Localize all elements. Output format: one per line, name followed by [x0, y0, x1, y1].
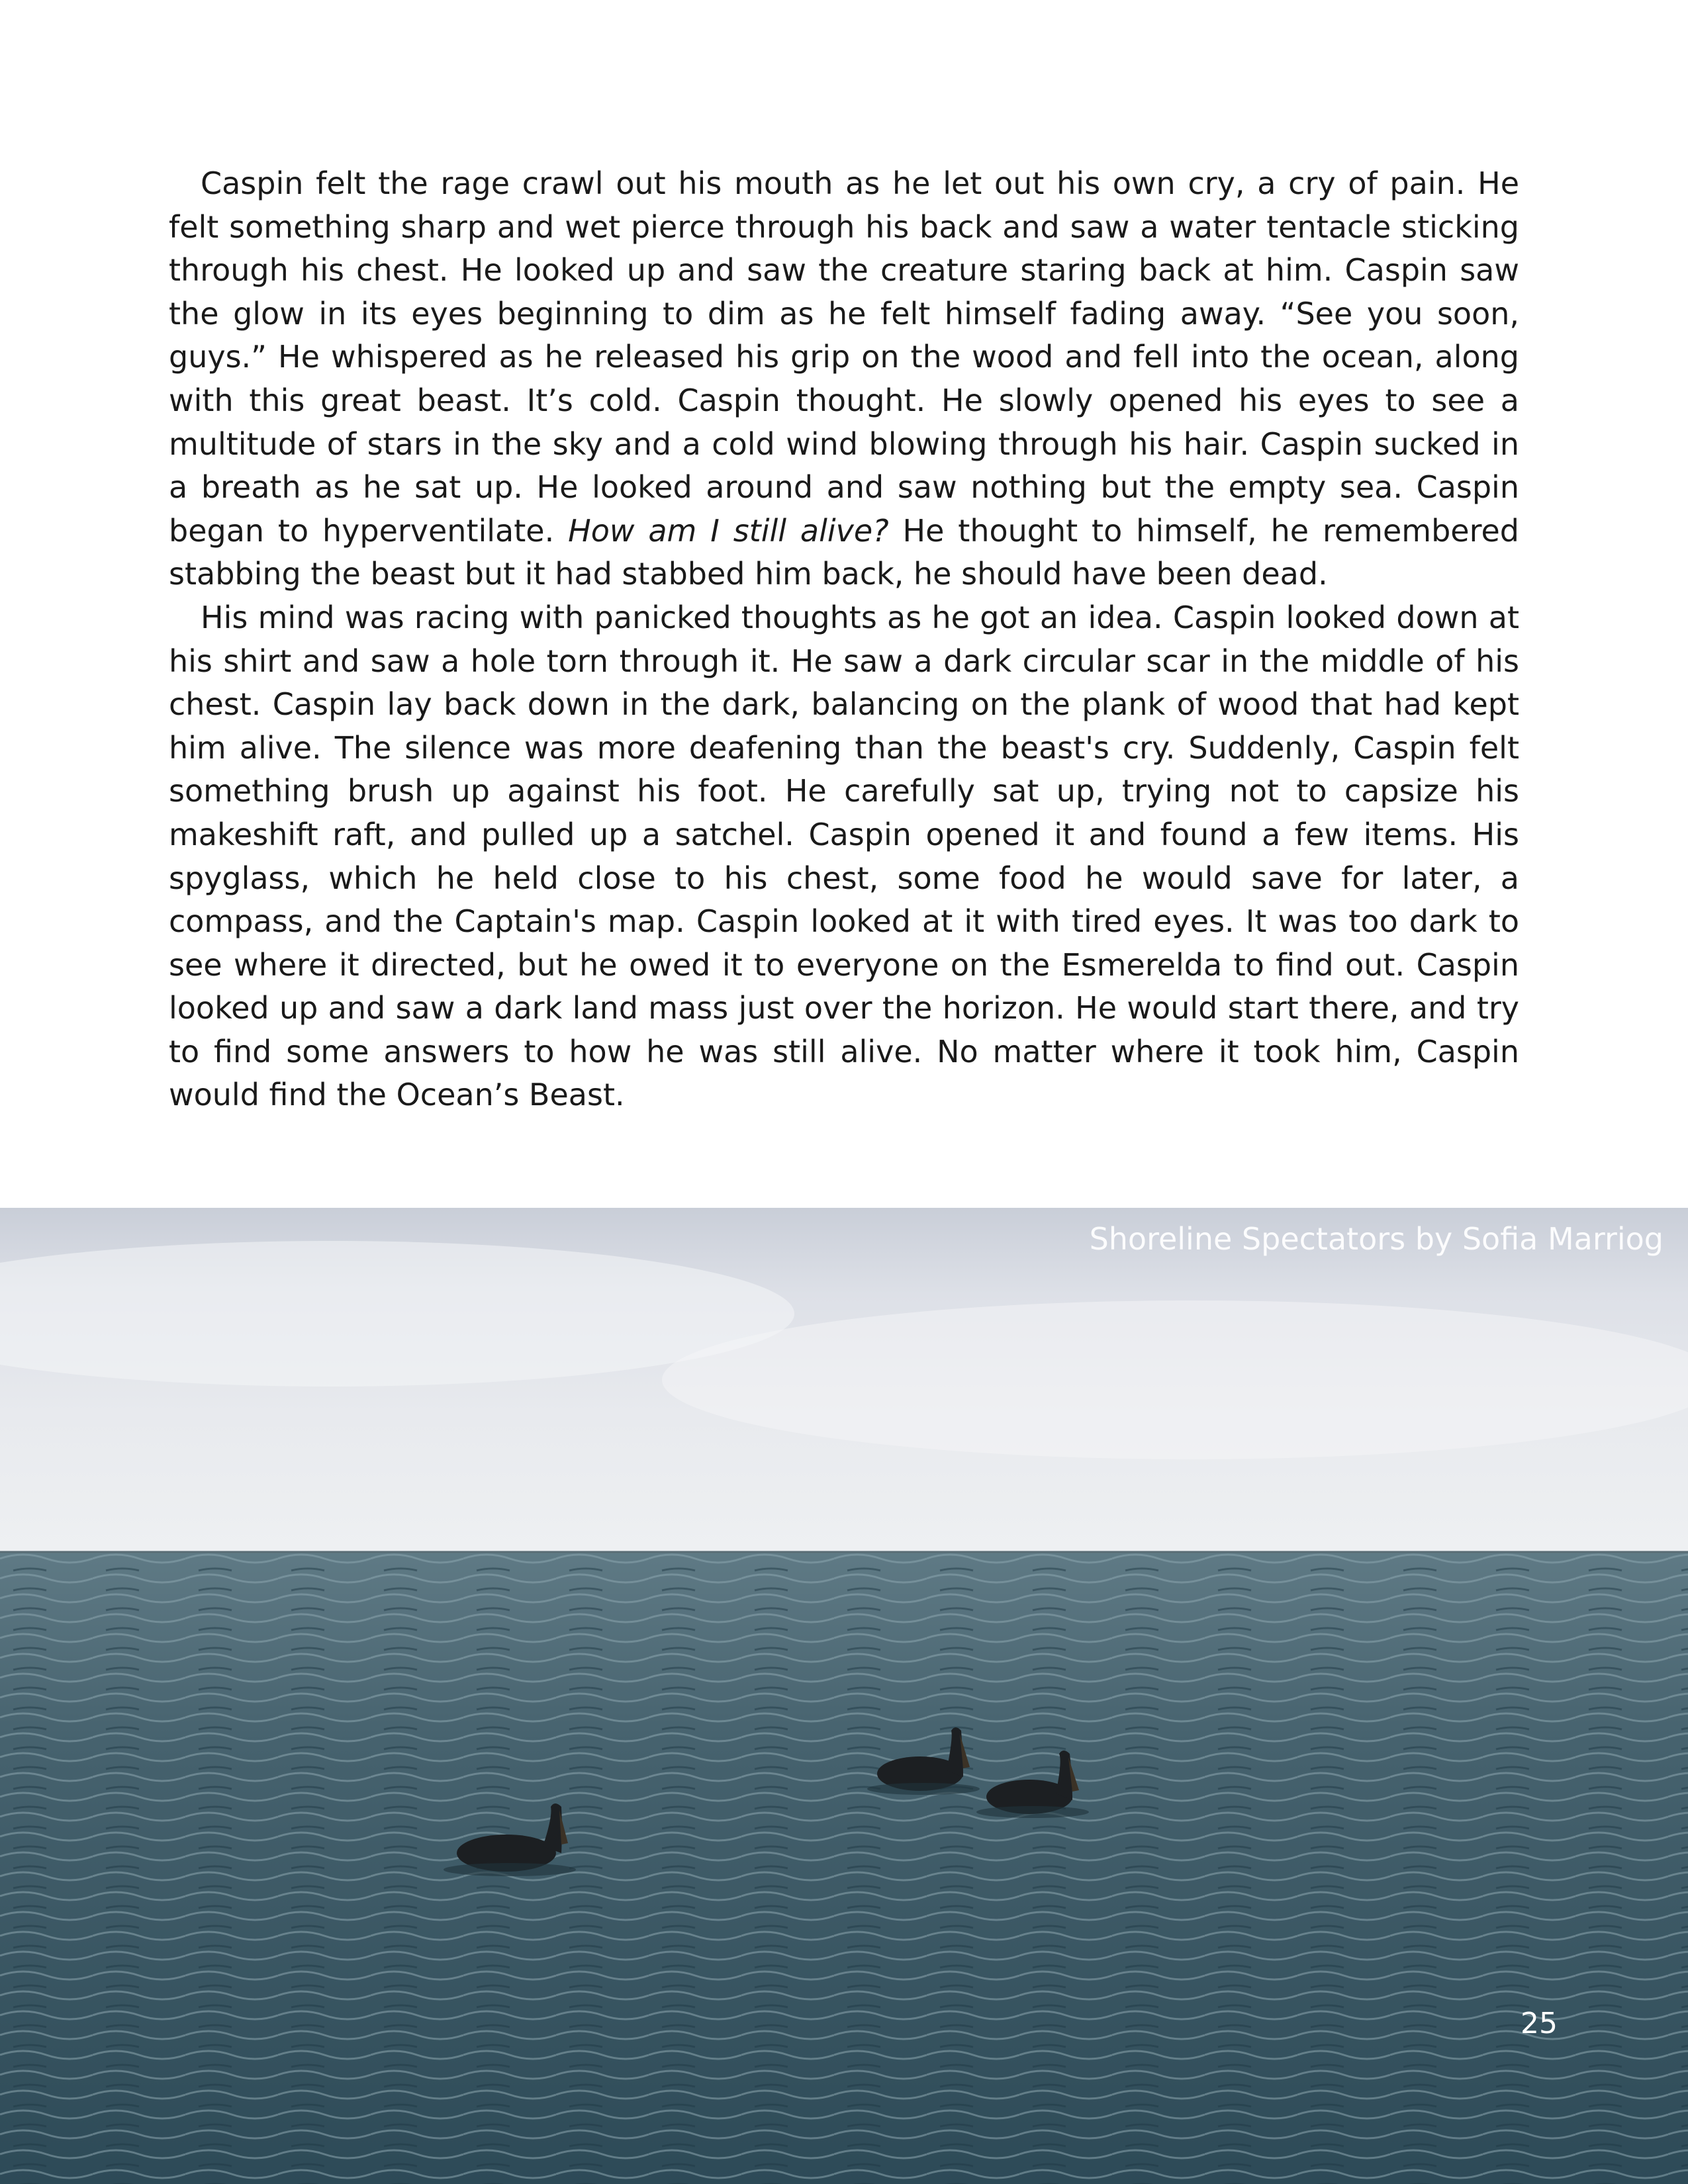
paragraph-1-italic-thought: How am I still alive?	[568, 512, 889, 549]
paragraph-1	[169, 162, 1519, 596]
paragraph-2: His mind was racing with panicked thoughts as he got an idea. Caspin looked down at his shirt and saw a hole torn through it. He saw a dark circular scar in the middle of his chest. Caspin lay back down in the dark, balancing on the plank of wood that had kept him alive. The silence was more deafening than the beast's cry. Suddenly, Caspin felt something brush up against his foot. He carefully sat up, trying not to capsize his makeshift raft, and pulled up a satchel. Caspin opened it and found a few items. His spyglass, which he held close to his chest, some food he would save for later, a compass, and the Captain's map. Caspin looked at it with tired eyes. It was too dark to see where it directed, but he owed it to everyone on the Esmerelda to find out. Caspin looked up and saw a dark land mass just over the horizon. He would start there, and try to find some answers to how he was still alive. No matter where it took him, Caspin would find the Ocean’s Beast.	[169, 599, 1519, 1113]
sea-photo	[0, 1208, 1688, 2184]
paragraph-1-text-b: He thought to himself, he remembered stabbing the beast but it had stabbed him back, he should have been dead.	[169, 512, 1519, 592]
story-text	[169, 162, 1519, 1117]
paragraph-1-text-a: Caspin felt the rage crawl out his mouth as he let out his own cry, a cry of pain. He felt something sharp and wet pierce through his back and saw a water tentacle sticking through his chest. He looked up and saw the creature staring back at him. Caspin saw the glow in its eyes beginning to dim as he felt himself fading away. “See you soon, guys.” He whispered as he released his grip on the wood and fell into the ocean, along with this great beast. It’s cold. Caspin thought. He slowly opened his eyes to see a multitude of stars in the sky and a cold wind blowing through his hair. Caspin sucked in a breath as he sat up. He looked around and saw nothing but the empty sea. Caspin began to hyperventilate.	[169, 165, 1519, 549]
photo-caption: Shoreline Spectators by Sofia Marriog	[1089, 1221, 1664, 1257]
page-number: 25	[1521, 2007, 1558, 2040]
